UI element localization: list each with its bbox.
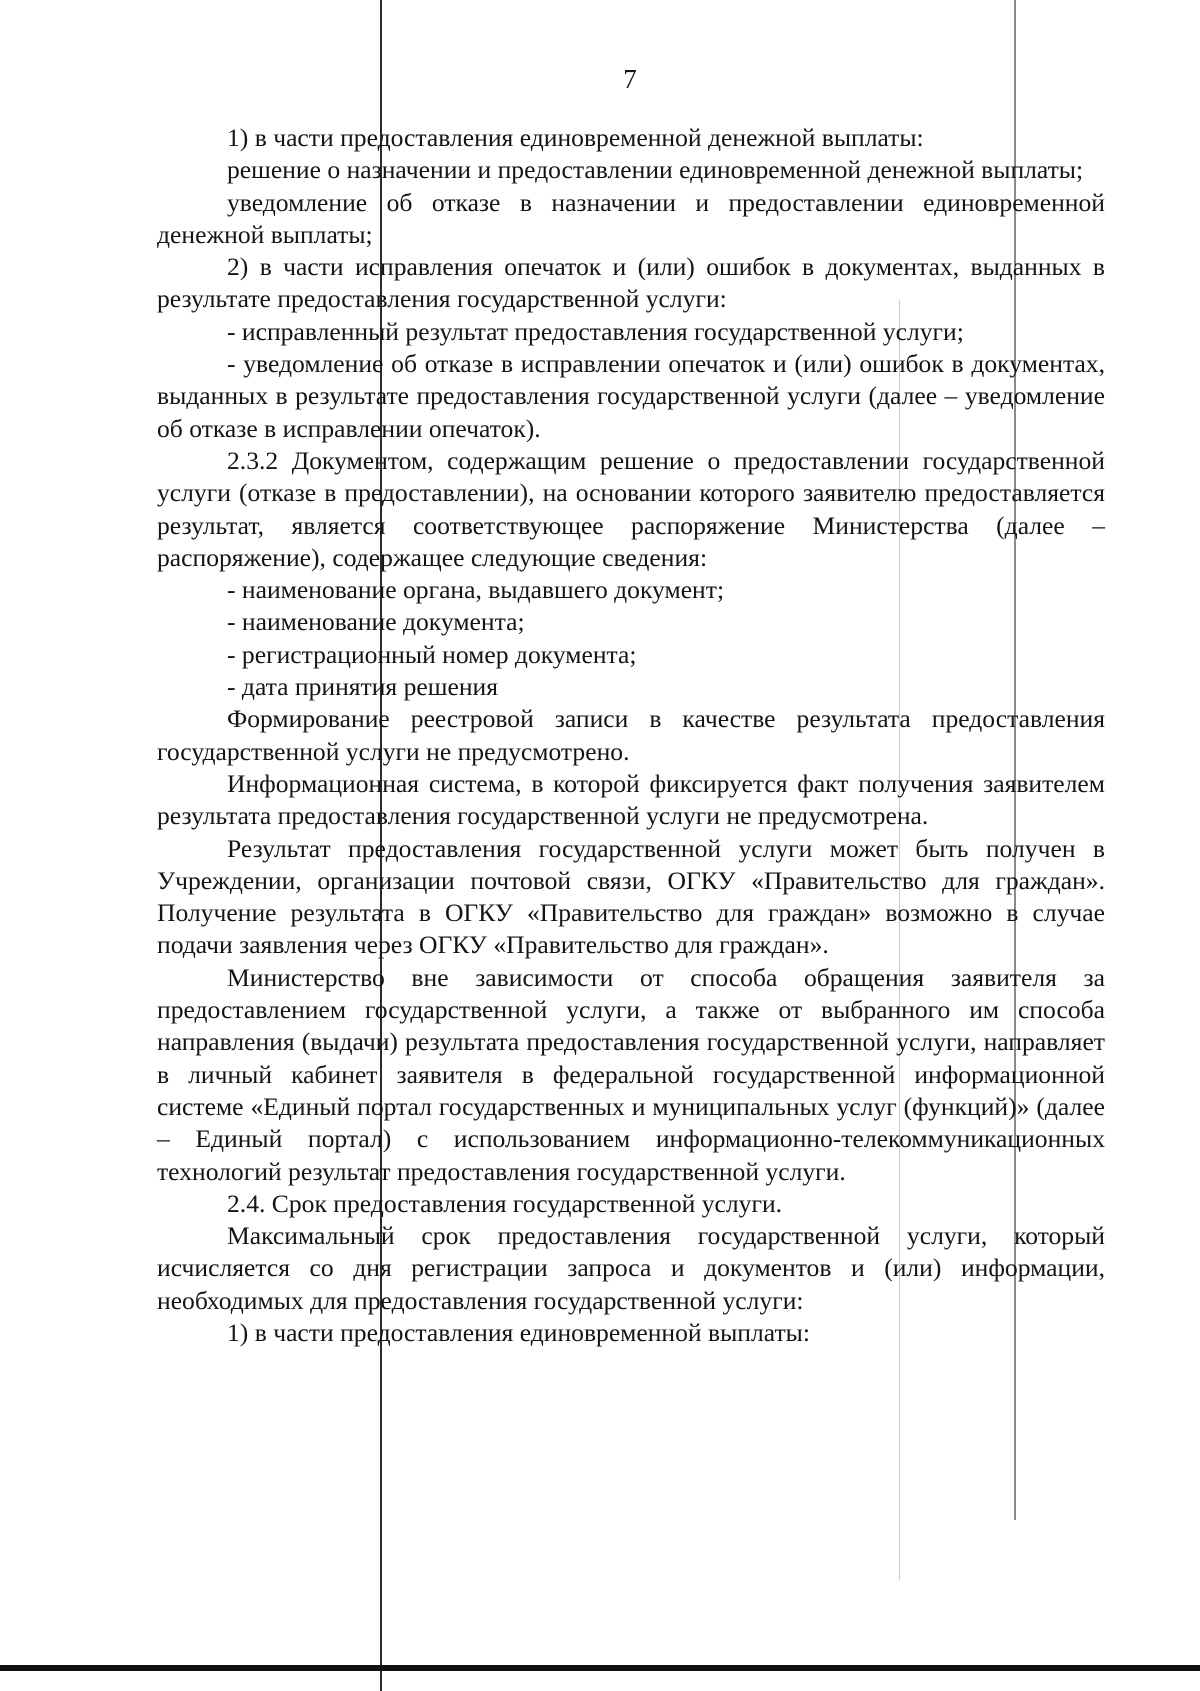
paragraph: - регистрационный номер документа; [227,639,637,669]
paragraph: уведомление об отказе в назначении и предоставлении единовременной денежной выплаты; [157,187,1105,249]
paragraph: - исправленный результат предоставления государственной услуги; [227,316,964,346]
paragraph: 2) в части исправления опечаток и (или) ошибок в документах, выданных в результате предоставления государственной услуги: [157,252,1105,314]
document-body [157,122,1105,1349]
paragraph: Максимальный срок предоставления государственной услуги, который исчисляется со дня регистрации запроса и документов и (или) информации, необходимых для предоставления государственной услуги: [157,1221,1105,1315]
paragraph: Информационная система, в которой фиксируется факт получения заявителем результата предоставления государственной услуги не предусмотрена. [157,768,1105,831]
scan-artifact-bottom-edge [0,1665,1200,1671]
paragraph: Формирование реестровой записи в качестве результата предоставления государственной услуги не предусмотрено. [157,704,1105,766]
paragraph: 1) в части предоставления единовременной выплаты: [227,1317,810,1347]
paragraph: 2.3.2 Документом, содержащим решение о предоставлении государственной услуги (отказе в предоставлении), на основании которого заявителю предоставляется результат, является соответствующее распоряжение Министерства (далее – распоряжение), содержащее следующие сведения: [157,445,1105,572]
paragraph: - уведомление об отказе в исправлении опечаток и (или) ошибок в документах, выданных в результате предоставления государственной услуги (далее – уведомление об отказе в исправлении опечаток). [157,349,1105,443]
paragraph: 1) в части предоставления единовременной денежной выплаты: [227,123,924,152]
paragraph: - дата принятия решения [227,672,498,702]
page-number: 7 [623,64,637,94]
paragraph: решение о назначении и предоставлении единовременной денежной выплаты; [227,155,1084,185]
paragraph: Министерство вне зависимости от способа обращения заявителя за предоставлением государственной услуги, а также от выбранного им способа направления (выдачи) результата предоставления государственной услуги, направляет в личный кабинет заявителя в федеральной государственной информационной системе «Единый портал государственных и муниципальных услуг (функций)» (далее – Единый портал) с использованием информационно-телекоммуникационных технологий результат предоставления государственной услуги. [157,962,1105,1186]
paragraph: Результат предоставления государственной услуги может быть получен в Учреждении, организации почтовой связи, ОГКУ «Правительство для граждан». Получение результата в ОГКУ «Правительство для граждан» возможно в случае подачи заявления через ОГКУ «Правительство для граждан». [157,833,1105,960]
paragraph: - наименование органа, выдавшего документ; [227,575,725,605]
paragraph: 2.4. Срок предоставления государственной услуги. [227,1188,783,1218]
paragraph: - наименование документа; [227,607,525,637]
